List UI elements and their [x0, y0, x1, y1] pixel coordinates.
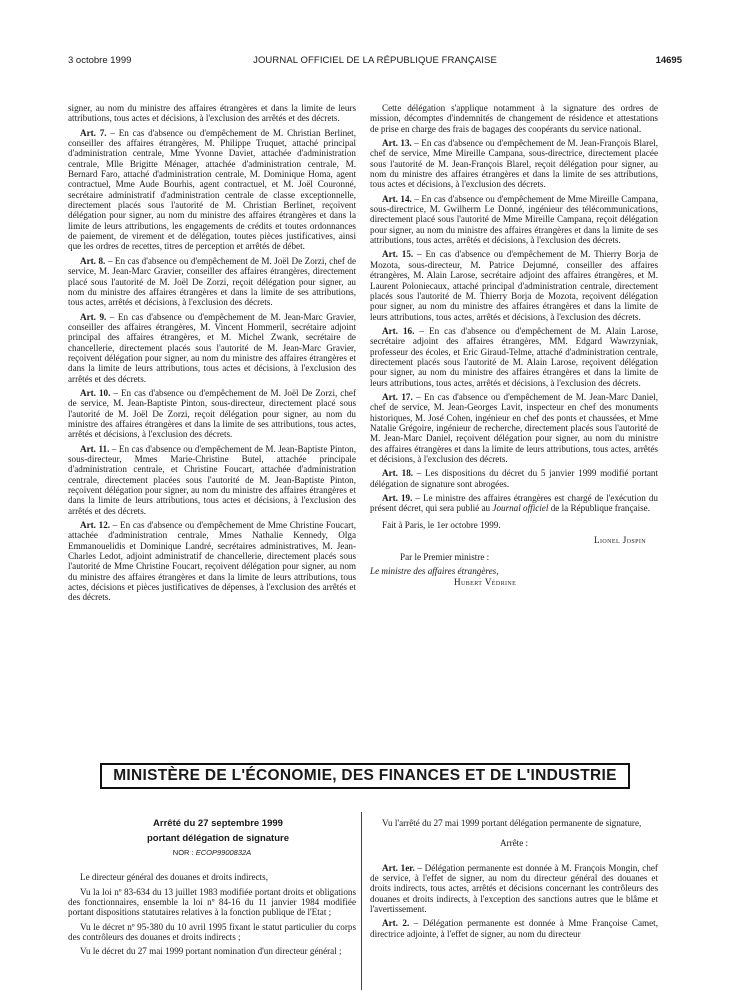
article-text: – En cas d'absence ou d'empêchement de M. Thierry Borja de Mozota, sous-directeur, M. Patrice Dejumné, conseiller des affaires étrangères, M. Alain Larose, secrétaire adjoint des affaires étrangères, et M. Laurent Poloniecaux, attaché principal d'administration centrale, directement placés sous l'autorité de M. Thierry Borja de Mozota, reçoivent délégation pour signer, au nom du ministre des affaires étrangères et dans la limite de leurs attributions, tous actes, arrêtés et décisions, à l'exclusion des décrets. [370, 249, 658, 322]
article-text: – En cas d'absence ou d'empêchement de M. Jean-Marc Daniel, chef de service, M. Jean-Georges Lavit, inspecteur en chef des monuments historiques, M. José Cohen, ingénieur en chef des ponts et chaussées, et Mme Natalie Grégoire, ingénieur de recherche, directement placés sous l'autorité de M. Jean-Marc Daniel, reçoivent délégation pour signer, au nom du ministre des affaires étrangères et dans la limite de leurs attributions, tous actes, arrêtés et décisions, à l'exclusion des décrets. [370, 391, 658, 464]
article-text: – En cas d'absence ou d'empêchement de Mme Christine Foucart, attachée d'administration centrale, Mmes Nathalie Kennedy, Olga Emmanouelidis et Dominique Landré, secrétaires administratives, M. Jean-Charles Ledot, adjoint administratif de chancellerie, directement placés sous l'autorité de Mme Christine Foucart, reçoivent délégation pour signer, au nom du ministre des affaires étrangères et dans la limite de leurs attributions, tous actes, décisions et pièces justificatives de dépenses, à l'exclusion des arrêtés et des décrets. [68, 520, 357, 603]
article-text: – En cas d'absence ou d'empêchement de M. Jean-Marc Gravier, conseiller des affaires étrangères, M. Vincent Hommeril, secrétaire adjoint principal des affaires étrangères, et M. Michel Zwank, secrétaire de chancellerie, directement placés sous l'autorité de M. Jean-Marc Gravier, reçoivent délégation pour signer, au nom du ministre des affaires étrangères et dans la limite de leurs attributions, tous actes et décisions, à l'exclusion des arrêtés et des décrets. [68, 311, 356, 384]
article-7 [68, 128, 356, 252]
article-8 [68, 256, 356, 308]
article-label: Art. 18. [382, 468, 414, 479]
paragraph: Vu la loi nº 83-634 du 13 juillet 1983 modifiée portant droits et obligations des fonctionnaires, ensemble la loi nº 84-16 du 11 janvier 1984 modifiée portant dispositions statutaires relatives à la fonction publique de l'Etat ; [68, 886, 356, 918]
article-label: Art. 10. [80, 387, 111, 398]
arrete-right-column [370, 818, 658, 943]
right-column [370, 103, 658, 588]
article-text: – Délégation permanente est donnée à Mme Françoise Camet, directrice adjointe, à l'effet de signer, au nom du directeur [370, 918, 659, 939]
signature-date: Fait à Paris, le 1er octobre 1999. [382, 519, 501, 530]
article-label: Art. 11. [80, 443, 110, 454]
article-text: – Les dispositions du décret du 5 janvier 1999 modifié portant délégation de signature sont abrogées. [370, 468, 658, 489]
article-17 [370, 392, 658, 464]
article-12 [68, 520, 356, 603]
article-text: de la République française. [548, 503, 651, 514]
header-date: 3 octobre 1999 [68, 55, 132, 66]
column-divider [361, 812, 362, 990]
paragraph: Vu le décret nº 95-380 du 10 avril 1995 fixant le statut particulier du corps des contrôleurs des douanes et droits indirects ; [68, 921, 356, 943]
article-label: Art. 9. [80, 311, 107, 322]
article-19 [370, 493, 658, 514]
nor-code: ECOP9900832A [195, 848, 252, 857]
article-label: Art. 15. [382, 249, 414, 260]
paragraph: signer, au nom du ministre des affaires étrangères et dans la limite de leurs attributions, tous actes et décisions, à l'exclusion des arrêtés et des décrets. [68, 103, 356, 124]
article-text: – Le ministre des affaires étrangères est chargé de l'exécution du présent décret, qui sera publié au [370, 493, 658, 514]
article-label: Art. 19. [382, 493, 413, 504]
article-text: – En cas d'absence ou d'empêchement de M. Joël De Zorzi, chef de service, M. Jean-Baptiste Pinton, sous-directeur, directement placé sous l'autorité de M. Joël De Zorzi, reçoit délégation pour signer, au nom du ministre des affaires étrangères et dans la limite de ses attributions, tous actes, arrêtés et décisions, à l'exclusion des décrets. [68, 387, 356, 440]
article-label: Art. 13. [382, 138, 412, 149]
article-text: – En cas d'absence ou d'empêchement de M. Joël De Zorzi, chef de service, M. Jean-Marc Gravier, conseiller des affaires étrangères, directement placé sous l'autorité de M. Joël De Zorzi, reçoit délégation pour signer, au nom du ministre des affaires étrangères et dans la limite de ses attributions, tous actes, arrêtés et décisions, à l'exclusion des décrets. [68, 255, 356, 308]
nor-label: NOR : [172, 848, 196, 857]
article-text: – En cas d'absence ou d'empêchement de M. Alain Larose, secrétaire adjoint des affaires étrangères, MM. Edgard Wawrzyniak, professeur des écoles, et Eric Giraud-Telme, attaché d'administration centrale, directement placés sous l'autorité de M. Alain Larose, reçoivent délégation pour signer, au nom du ministre des affaires étrangères et dans la limite de leurs attributions, tous actes, arrêtés et décisions, à l'exclusion des décrets. [370, 325, 658, 388]
header-page-number: 14695 [655, 55, 682, 66]
article-text: – En cas d'absence ou d'empêchement de M. Jean-François Blarel, chef de service, Mme Mireille Campana, sous-directrice, directement placée sous l'autorité de M. Jean-François Blarel, reçoit délégation pour signer, au nom du ministre des affaires étrangères et dans la limite de ses attributions, tous actes et décisions, à l'exclusion des décrets. [370, 138, 658, 190]
countersign-intro: Par le Premier ministre : [400, 551, 490, 562]
minister-title: Le ministre des affaires étrangères, [370, 565, 499, 576]
arrete-article-1 [370, 863, 658, 915]
article-9 [68, 312, 356, 384]
ministry-banner: MINISTÈRE DE L'ÉCONOMIE, DES FINANCES ET DE L'INDUSTRIE [100, 763, 630, 789]
minister-name: Hubert Védrine [454, 576, 517, 587]
article-label: Art. 2. [382, 918, 410, 929]
article-label: Art. 17. [382, 391, 413, 402]
article-15 [370, 249, 658, 321]
arrete-title-line1: Arrêté du 27 septembre 1999 [153, 818, 283, 829]
paragraph: Vu l'arrêté du 27 mai 1999 portant délégation permanente de signature, [382, 818, 642, 828]
article-11 [68, 444, 356, 516]
article-label: Art. 8. [80, 255, 106, 266]
article-16 [370, 326, 658, 388]
arrete-title-line2: portant délégation de signature [147, 833, 289, 844]
article-10 [68, 388, 356, 440]
arrete-article-2 [370, 918, 658, 939]
article-label: Art. 14. [382, 193, 412, 204]
article-18 [370, 468, 658, 489]
article-text: – En cas d'absence ou d'empêchement de M. Jean-Baptiste Pinton, sous-directeur, Mmes Marie-Christine Butel, attachée principale d'administration centrale, et Christine Foucart, attachée d'administration centrale, directement placées sous l'autorité de M. Jean-Baptiste Pinton, reçoivent délégation pour signer, au nom du ministre des affaires étrangères et dans la limite de leurs attributions, tous actes et décisions, à l'exclusion des arrêtés et des décrets. [68, 443, 356, 516]
paragraph: Le directeur général des douanes et droits indirects, [80, 872, 269, 883]
article-label: Art. 12. [80, 520, 111, 531]
page-header [68, 55, 682, 69]
nor-reference [68, 848, 356, 858]
journal-officiel-ref: Journal officiel [492, 503, 549, 514]
left-column [68, 103, 356, 607]
signer-name: Lionel Jospin [594, 534, 646, 545]
article-13 [370, 138, 658, 190]
article-label: Art. 7. [80, 127, 107, 138]
arrete-word: Arrête : [499, 838, 529, 849]
article-label: Art. 16. [382, 325, 415, 336]
article-text: – Délégation permanente est donnée à M. François Mongin, chef de service, à l'effet de signer, au nom du directeur général des douanes et droits indirects, tous actes, arrêtés et décisions concernant les contrôleurs des douanes et droits indirects, à l'exception des sanctions autres que le blâme et l'avertissement. [370, 862, 658, 915]
article-text: – En cas d'absence ou d'empêchement de Mme Mireille Campana, sous-directrice, M. Gwilherm Le Donné, ingénieur des télécommunications, directement placé sous l'autorité de Mme Mireille Campana, reçoit délégation pour signer, au nom du ministre des affaires étrangères et dans la limite de ses attributions, tous actes, arrêtés et décisions, à l'exclusion des décrets. [370, 193, 658, 246]
paragraph: Vu le décret du 27 mai 1999 portant nomination d'un directeur général ; [80, 946, 342, 957]
article-text: – En cas d'absence ou d'empêchement de M. Christian Berlinet, conseiller des affaires étrangères, M. Philippe Truquet, attaché principal d'administration centrale, Mme Yvonne Daviet, attachée d'administration centrale, Mlle Brigitte Ménager, attachée d'administration centrale, M. Bernard Faro, attaché d'administration centrale, M. Dominique Homa, agent contractuel, Mme Aude Bourhis, agent contractuel, et M. Joël Couronné, secrétaire administratif d'administration centrale de classe exceptionnelle, directement placés sous l'autorité de M. Christian Berlinet, reçoivent délégation pour signer, au nom du ministre des affaires étrangères et dans la limite de leurs attributions, les engagements de crédits et toutes ordonnances de paiement, de virement et de délégation, toutes pièces justificatives, ainsi que les ordres de recettes, titres de perception et arrêtés de débet. [68, 127, 356, 252]
header-journal-title: JOURNAL OFFICIEL DE LA RÉPUBLIQUE FRANÇAISE [253, 55, 497, 66]
arrete-left-column [68, 818, 356, 961]
paragraph: Cette délégation s'applique notamment à la signature des ordres de mission, décomptes d'indemnités de changement de résidence et attestations de prise en charge des frais de bagages des coopérants du service national. [370, 103, 658, 134]
article-14 [370, 194, 658, 246]
article-label: Art. 1er. [382, 862, 415, 873]
